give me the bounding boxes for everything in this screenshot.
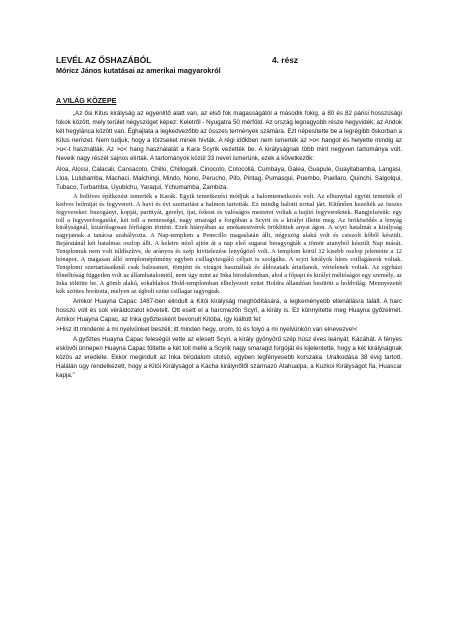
section-title: A VILÁG KÖZEPE	[56, 96, 117, 105]
part-number: 4. rész	[272, 55, 299, 65]
paragraph-marriage: A győztes Huayna Capac feleségül vette az elesett Scyri, a király gyönyörű szép húsz éves leányát, Kácáhát. A fényes eskövői ünnepen Huayna Capac föltette a két toll mellé a Scyrik nagy smaragd forgóját és kijelentette, hogy a két királyságnak közös az erediéte. Ekkor megindult az Inka birodalom utolsó, egyben legfényesebb korszaka. Uralkodása 38 évig tartott. Halálán úgy rendelkezett, hogy a Kitói Királyságot a Kácha királynőtől származó Atahualpa, a Kuzkoi Királyságot fia, Huascar kapja."	[56, 336, 402, 380]
paragraph-intro: „Az ősi Kitus királyság az egyenlítő alatt van, az első fok magasságától a második fokig, a 80 és 82 párisi hosszúsági fokok között, mely terület négyszöget képez: Keletről - Nyugatra 50 mérföld. Az ország legnagyobb része hegyvidék; az Andok két hegylánca között van. Éghajlata a legkedvezőbb az összes termények számára. Ezt népesítette be a legrégibb őskorban a Kitus nemzet. Nem tudjuk, hogy a törzseket minek hívták. A régi időkben nem ismerték az >o< hangot és helyette mindig az >u<-t használták. Az >o< hang használatát a Kara Scyrik vezették be. A királyságnak több mint negyven tartománya volt. Neveik nagy részét sajnos elírták. A tartományok közül 33 nevet ismerünk, ezek a következők:	[56, 110, 402, 163]
paragraph-province-list: Aloa, Alossi, Calacali, Cansacoto, Chillo, Chillogalli, Cinocoto, Cotocollá, Cumbaya, Galea, Guapule, Guayllabamba, Langasi, Lloa, Lulubamba, Machaci, Malchingi, Mindo, Nono, Perucho, Pifo, Pintag, Pumasqui, Puembo, Puellaro, Quinchi, Salgolqui, Tubaco, Turbamba, Uyubichu, Yaraqui, Ychumamba, Zambiza.	[56, 165, 402, 191]
paragraph-customs: A boltíves építkezést ismerték a Karák. Egyik temetkezési módjuk a halomtemetkezés volt. Az elhunyttal együtt temették el kedves holmiját és fegyvereit. A havi és évi szertartást a halmon tartották. Ez mindig halotti tornal járt. Kitűnően kezelték az összes fegyvereket: buzogányt, kopját, parittyát, gerelyt, íjat, fokost és valóságos mesterei voltak a hajító fegyvereknek. Rangjelzésük: egy toll a fegyverforgatóké, két toll a nemességé, nagy smaragd a forgóban a Scyrit és a királyt illette meg. Az örökösödés a lenyág királyságnál, kizárólagosan férfiágon történt. Ezek hiányában az unokatestvérek öröklöttek anyai ágon. A scyri hatalmát a királyság nagyjainak a tanácsa szabályozta. A Nap-templom a Penecillo magaslatán állt, négyszög alakú volt és csiszolt kőből készült. Bejáratánál két hatalmas oszlop állt. A keletre néző ajtón át a nap első sugarai beragyogták a tömör aranyból készült Nap mását. Templomuk nem volt túldíszítve, de arányos és szép kivitelezése lenyűgöző volt. A templom körül 12 kisebb oszlop jelentette a 12 hónapot. A magasan álló templomépítmény egyben csillagvizsgáló céljait is szolgálta. A scyri királyok híres csillagászok voltak. Templomi szertartásaiknál csak balzsamot, tömjént és virágot használtak és áldozataik ártatlanok, vértelenek voltak. Az egyházi főméltóság független volt az államhatalomtól, nem úgy mint az Inka birodalomban, ahol a főpapi és királyi méltóságot egy személy, az Inka töltötte be. A gömb alakú, sokablakos Hold-templomban elhelyezett ezüst Holdra állandóan besütött a holdvilág. Mennyezetét kék szöttes borította, melyen az égbolt ezüst csillagai ragyogtak.	[56, 192, 402, 295]
letter-heading	[56, 55, 386, 65]
article-body	[56, 109, 402, 381]
letter-title: LEVÉL AZ ŐSHAZÁBÓL	[56, 55, 152, 65]
letter-subtitle: Móricz János kutatásai az amerikai magyarokról	[56, 66, 221, 75]
paragraph-quote: >Hisz itt mindenki a mi nyelvünket beszéli; itt minden hegy, orom, tó és folyó a mi nyelvünkön van elnevezve!<	[56, 325, 358, 333]
paragraph-conquest: Amikor Huayna Capac 1487-ben elindult a Kitói királyság meghódítására, a legkeményebb ellenállásra talált. A harc hosszú volt és sok véráldozatot követelt. Ott esett el a harcmezőn Scyri, a király is. Ez könnyítette meg Huayna győzelmét. Amikor Huayna Capac, az Inka győztesként bevonult Kitóba, így kiáltott fel:	[56, 297, 402, 323]
